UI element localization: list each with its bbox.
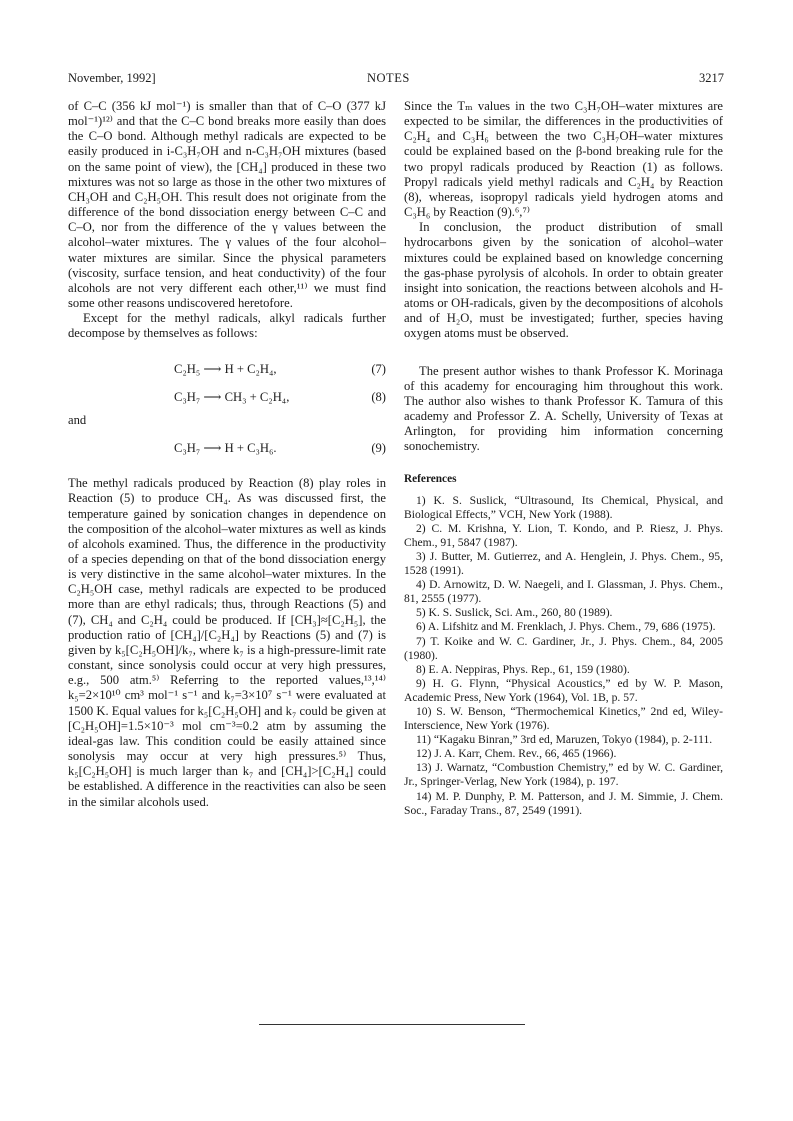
and-word: and [68, 412, 87, 427]
end-divider [259, 1024, 525, 1025]
equation-7-number: (7) [371, 361, 386, 376]
equation-9 [68, 441, 386, 456]
reference-item: 7) T. Koike and W. C. Gardiner, Jr., J. Phys. Chem., 84, 2005 (1980). [404, 634, 723, 662]
header-page-number: 3217 [699, 71, 724, 85]
reference-item: 11) “Kagaku Binran,” 3rd ed, Maruzen, Tokyo (1984), p. 2-111. [416, 733, 713, 747]
left-column [68, 99, 386, 810]
equation-8 [68, 390, 386, 405]
equation-9-formula: C₃H₇ ⟶ H + C₃H₆. [174, 441, 277, 456]
reference-item: 8) E. A. Neppiras, Phys. Rep., 61, 159 (1980). [416, 662, 630, 676]
reference-item: 3) J. Butter, M. Gutierrez, and A. Henglein, J. Phys. Chem., 95, 1528 (1991). [404, 549, 723, 578]
reference-item: 1) K. S. Suslick, “Ultrasound, Its Chemical, Physical, and Biological Effects,” VCH, New York (1988). [404, 493, 723, 521]
equation-8-formula: C₃H₇ ⟶ CH₃ + C₂H₄, [174, 389, 290, 404]
references-heading: References [404, 473, 457, 486]
left-paragraph-2: Except for the methyl radicals, alkyl radicals further decompose by themselves as follows: [68, 311, 386, 341]
reference-item: 10) S. W. Benson, “Thermochemical Kinetics,” 2nd ed, Wiley-Interscience, New York (1976). [404, 705, 723, 733]
reference-item: 6) A. Lifshitz and M. Frenklach, J. Phys. Chem., 79, 686 (1975). [416, 620, 716, 634]
header-date: November, 1992] [68, 71, 156, 85]
reference-item: 14) M. P. Dunphy, P. M. Patterson, and J. M. Simmie, J. Chem. Soc., Faraday Trans., 87, 2549 (1991). [404, 789, 723, 817]
reference-item: 4) D. Arnowitz, D. W. Naegeli, and I. Glassman, J. Phys. Chem., 81, 2555 (1977). [404, 578, 723, 606]
equation-8-number: (8) [371, 389, 386, 404]
left-paragraph-3: The methyl radicals produced by Reaction (8) play roles in Reaction (5) to produce CH₄. As was discussed first, the temperature gained by sonication changes in dependence on the composition of the alcohol–water mixtures as well as kinds of alcohols examined. Thus, the difference in the productivity of a species depending on that of the bond dissociation energy is very distinctive in the same alcohol–water mixtures. In the C₂H₅OH case, methyl radicals are expected to be produced more than are ethyl radicals; thus, through Reactions (5) and (7), CH₄ and C₂H₄ could be produced. If [CH₃]≈[C₂H₅], the production ratio of [CH₄]/[C₂H₄] by Reactions (5) and (7) is given by k₅[C₂H₅OH]/k₇, where k₇ is a high-pressure-limit rate constant, since sonolysis could occur at very high pressures, e.g., 500 atm.⁵⁾ Referring to the reported values,¹³,¹⁴⁾ k₅=2×10¹⁰ cm³ mol⁻¹ s⁻¹ and k₇=3×10⁷ s⁻¹ were evaluated at 1500 K. Equal values for k₅[C₂H₅OH] and k₇ could be given at [C₂H₅OH]=1.5×10⁻³ mol cm⁻³=0.2 atm by assuming the ideal-gas law. This condition could be easily attained since sonolysis may occur at very high pressures.⁵⁾ Thus, k₅[C₂H₅OH] is much larger than k₇ and [CH₄]>[C₂H₄] could be established. A difference in the reactivities can also be seen in the similar alcohols used. [68, 476, 386, 809]
reference-item: 12) J. A. Karr, Chem. Rev., 66, 465 (1966). [416, 747, 617, 761]
references-list [404, 494, 723, 818]
header-section: NOTES [367, 71, 410, 85]
reference-item: 9) H. G. Flynn, “Physical Acoustics,” ed by W. P. Mason, Academic Press, New York (1964), Vol. 1B, p. 57. [404, 676, 723, 704]
right-column [404, 99, 723, 818]
equation-7 [68, 362, 386, 377]
left-paragraph-1: of C–C (356 kJ mol⁻¹) is smaller than that of C–O (377 kJ mol⁻¹)¹²⁾ and that the C–C bond breaks more easily than does the C–O bond. Although methyl radicals are expected to be easily produced in i-C₃H₇OH and n-C₃H₇OH mixtures (based on the same point of view), the [CH₄] produced in these two mixtures was not so large as those in the other two mixtures of CH₃OH and C₂H₅OH. This result does not originate from the difference of the bond dissociation energy between C–C and C–O, nor from the difference of the γ values between the alcohol–water mixtures. The γ values of the four alcohol–water mixtures are similar. Since the physical parameters (viscosity, surface tension, and heat conductivity) of the four alcohols are not very different each other,¹¹⁾ we must find some other reasons undiscovered heretofore. [68, 99, 386, 311]
reference-item: 13) J. Warnatz, “Combustion Chemistry,” ed by W. C. Gardiner, Jr., Springer-Verlag, New York (1984), p. 197. [404, 761, 723, 789]
acknowledgment: The present author wishes to thank Professor K. Morinaga of this academy for encouraging him throughout this work. The author also wishes to thank Professor K. Tamura of this academy and Professor Z. A. Schelly, University of Texas at Arlington, for providing him information concerning sonochemistry. [404, 363, 723, 454]
reference-item: 2) C. M. Krishna, Y. Lion, T. Kondo, and P. Riesz, J. Phys. Chem., 91, 5847 (1987). [404, 521, 723, 549]
reference-item: 5) K. S. Suslick, Sci. Am., 260, 80 (1989). [416, 606, 613, 620]
equation-7-formula: C₂H₅ ⟶ H + C₂H₄, [174, 361, 277, 376]
right-paragraph-1: Since the Tₘ values in the two C₃H₇OH–water mixtures are expected to be similar, the differences in the productivities of C₂H₄ and C₃H₆ between the two C₃H₇OH–water mixtures could be explained based on the β-bond breaking rule for the two propyl radicals produced by Reaction (1) as follows. Propyl radicals yield methyl radicals and C₂H₄ by Reaction (8), whereas, isopropyl radicals yield hydrogen atoms and C₃H₆ by Reaction (9).⁶,⁷⁾ [404, 99, 723, 220]
right-paragraph-2: In conclusion, the product distribution of small hydrocarbons given by the sonication of alcohol–water mixtures could be explained based on knowledge concerning the gas-phase pyrolysis of alcohols. In order to obtain greater insight into sonication, the reactions between alcohols and H-atoms or OH-radicals, given by the decompositions of alcohols and of H₂O, must be investigated; further, species having oxygen atoms must be observed. [404, 220, 723, 341]
equation-9-number: (9) [371, 441, 386, 456]
